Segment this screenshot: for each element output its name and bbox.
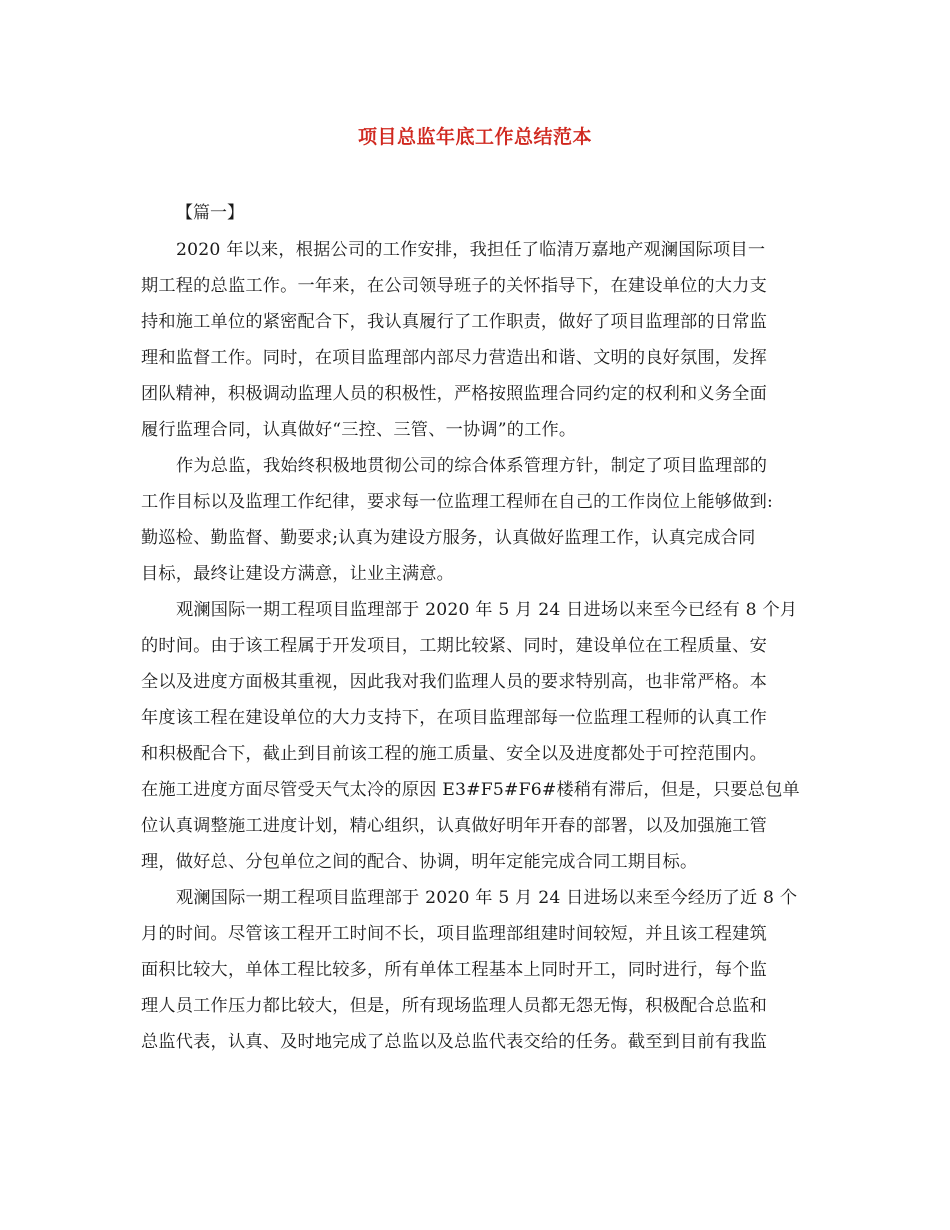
paragraph-line: 目标，最终让建设方满意，让业主满意。 <box>141 564 454 584</box>
paragraph-line: 月的时间。尽管该工程开工时间不长，项目监理部组建时间较短，并且该工程建筑 <box>141 924 767 944</box>
paragraph-line: 面积比较大，单体工程比较多，所有单体工程基本上同时开工，同时进行，每个监 <box>141 960 767 980</box>
paragraph-line: 理人员工作压力都比较大，但是，所有现场监理人员都无怨无悔，积极配合总监和 <box>141 996 767 1016</box>
paragraph-line: 位认真调整施工进度计划，精心组织，认真做好明年开春的部署，以及加强施工管 <box>141 816 767 836</box>
paragraph-line: 理和监督工作。同时，在项目监理部内部尽力营造出和谐、文明的良好氛围，发挥 <box>141 348 767 368</box>
paragraph-line: 作为总监，我始终积极地贯彻公司的综合体系管理方针，制定了项目监理部的 <box>176 456 768 476</box>
paragraph-line: 年度该工程在建设单位的大力支持下，在项目监理部每一位监理工程师的认真工作 <box>141 708 767 728</box>
paragraph-line: 勤巡检、勤监督、勤要求;认真为建设方服务，认真做好监理工作，认真完成合同 <box>141 528 756 548</box>
paragraph-line: 理，做好总、分包单位之间的配合、协调，明年定能完成合同工期目标。 <box>141 852 698 872</box>
paragraph-line: 2020 年以来，根据公司的工作安排，我担任了临清万嘉地产观澜国际项目一 <box>176 240 766 260</box>
paragraph-line: 的时间。由于该工程属于开发项目，工期比较紧、同时，建设单位在工程质量、安 <box>141 636 767 656</box>
paragraph-line: 工作目标以及监理工作纪律，要求每一位监理工程师在自己的工作岗位上能够做到: <box>141 492 773 512</box>
paragraph-line: 和积极配合下，截止到目前该工程的施工质量、安全以及进度都处于可控范围内。 <box>141 744 767 764</box>
paragraph-line: 团队精神，积极调动监理人员的积极性，严格按照监理合同约定的权利和义务全面 <box>141 384 767 404</box>
paragraph-line: 总监代表，认真、及时地完成了总监以及总监代表交给的任务。截至到目前有我监 <box>141 1032 767 1052</box>
paragraph-line: 期工程的总监工作。一年来，在公司领导班子的关怀指导下，在建设单位的大力支 <box>141 276 767 296</box>
paragraph-line: 全以及进度方面极其重视，因此我对我们监理人员的要求特别高，也非常严格。本 <box>141 672 767 692</box>
section-label: 【篇一】 <box>176 203 244 223</box>
paragraph-line: 在施工进度方面尽管受天气太冷的原因 E3#F5#F6#楼稍有滞后，但是，只要总包单 <box>141 780 800 800</box>
paragraph-line: 观澜国际一期工程项目监理部于 2020 年 5 月 24 日进场以来至今已经有 8 个月 <box>176 600 798 620</box>
paragraph-line: 持和施工单位的紧密配合下，我认真履行了工作职责，做好了项目监理部的日常监 <box>141 312 767 332</box>
paragraph-line: 观澜国际一期工程项目监理部于 2020 年 5 月 24 日进场以来至今经历了近 8 个 <box>176 888 798 908</box>
paragraph-line: 履行监理合同，认真做好“三控、三管、一协调”的工作。 <box>141 420 577 440</box>
document-title: 项目总监年底工作总结范本 <box>357 126 592 148</box>
